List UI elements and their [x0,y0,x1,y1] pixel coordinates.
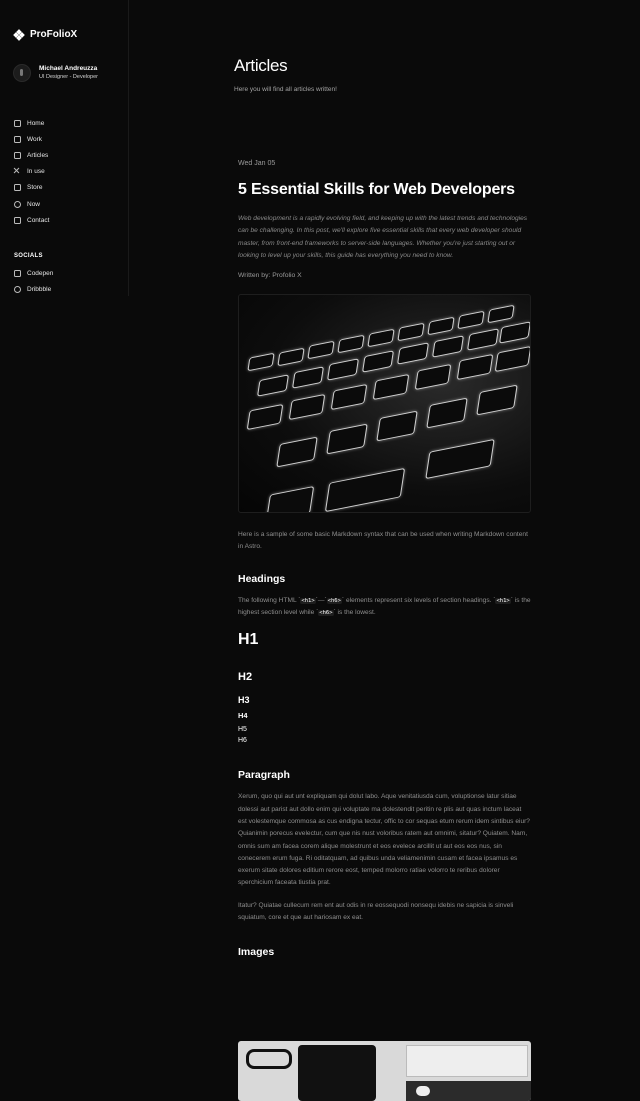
demo-h1: H1 [238,631,259,649]
brand-name: ProFolioX [30,29,78,40]
article-date: Wed Jan 05 [238,160,276,167]
text-fragment: ` is the highest section level while ` [238,596,531,617]
article-byline: Written by: Profolio X [238,272,302,280]
desk-flatlay-image [238,1041,531,1101]
nav-item-label: Work [27,135,43,143]
document-icon [14,152,21,159]
codepen-icon [14,270,21,277]
page-subtitle: Here you will find all articles written! [234,86,337,93]
nav-item-in-use[interactable] [14,164,49,180]
nav-item-label: Contact [27,216,50,224]
text-fragment: The following HTML ` [238,596,301,604]
headings-paragraph [238,595,531,620]
demo-h4: H4 [238,711,248,721]
page-title: Articles [234,56,288,75]
brand-mark-icon [14,30,24,40]
social-item-label: Dribbble [27,285,52,293]
tools-icon [14,168,21,175]
intro-paragraph: Here is a sample of some basic Markdown syntax that can be used when writing Markdown content in Astro. [238,531,528,551]
nav-item-work[interactable] [14,131,49,147]
page-header [234,56,337,93]
brand-logo[interactable] [14,29,77,40]
home-icon [14,120,21,127]
article [238,160,531,958]
profile-role: UI Designer - Developer [39,74,98,80]
socials-list [14,265,53,297]
store-icon [14,184,21,191]
demo-h3: H3 [238,695,250,706]
profile [13,64,98,82]
paragraph-text-2: Itatur? Quiatae cullecum rem ent aut odis in re eossequodi nonsequ idebis ne sapicia is sinveli squiatum, core et que aut hariosam ex eat. [238,901,514,922]
nav-item-label: Store [27,184,43,192]
article-title: 5 Essential Skills for Web Developers [238,181,515,198]
mail-icon [14,217,21,224]
demo-h6: H6 [238,737,247,745]
profile-name: Michael Andreuzza [39,65,98,72]
glasses-icon [246,1049,292,1069]
main-nav [14,115,49,228]
avatar [13,64,31,82]
tablet-icon [298,1045,376,1101]
demo-h5: H5 [238,726,247,734]
nav-item-home[interactable] [14,115,49,131]
article-lead: Web development is a rapidly evolving field, and keeping up with the latest trends and technologies can be challenging. In this post, we'll explore five essential skills that every web developer should master, from front-end frameworks to server-side languages. Whether you're just starting out or looking to level up your skills, this guide has everything you need to know. [238,215,528,259]
paragraph-text-1: Xerum, quo qui aut unt expliquam qui dolut labo. Aque venitatiusda cum, voluptionse latur sitiae dolessi aut parist aut dollo enim qui voluptate ma dolestendit peritin re plis aut quas inctum laceat est volestemque commosa as cus endigna tectur, offic to cor sequas etum rerum idem sintibus eiur? Quianimin porecus evelectur, cum que nis nust voloribus ratem aut omnimi, sitatur? Quiatem. Nam, omnis sum am facea corem alique molestrunt et eos evelece arcillit ut aut eos eos nus, sin conecerem erum fuga. Ri oditatquam, ad quibus unda veliamenimin cusam et facea ipsamus es exerum sitate dolores editium rerore eost, temped molorro ratiae volorro te reribus dolorer sperchicium faceata tiustia prat. [238,793,530,887]
dribbble-icon [14,286,21,293]
mouse-icon [416,1086,430,1096]
hero-keyboard-image [238,294,531,513]
nav-item-label: In use [27,168,45,176]
socials-heading: SOCIALS [14,253,43,259]
nav-item-label: Now [27,200,41,208]
inline-code: <h6> [319,610,333,617]
text-fragment: ` is the lowest. [333,609,376,617]
sidebar [0,0,129,296]
section-heading-headings: Headings [238,572,286,585]
nav-item-now[interactable] [14,196,49,212]
text-fragment: `—` [315,596,327,604]
social-item-codepen[interactable] [14,265,53,281]
section-heading-images: Images [238,946,275,959]
inline-code: <h1> [301,597,315,604]
social-item-dribbble[interactable] [14,281,53,297]
nav-item-store[interactable] [14,180,49,196]
social-item-label: Codepen [27,269,54,277]
nav-item-articles[interactable] [14,147,49,163]
inline-code: <h1> [496,597,510,604]
nav-item-label: Home [27,119,45,127]
briefcase-icon [14,136,21,143]
keyboard-icon [406,1045,528,1077]
nav-item-contact[interactable] [14,212,49,228]
refresh-icon [14,201,21,208]
section-heading-paragraph: Paragraph [238,769,290,782]
text-fragment: ` elements represent six levels of section headings. ` [341,596,496,604]
demo-h2: H2 [238,671,253,684]
inline-code: <h6> [327,597,341,604]
nav-item-label: Articles [27,151,49,159]
